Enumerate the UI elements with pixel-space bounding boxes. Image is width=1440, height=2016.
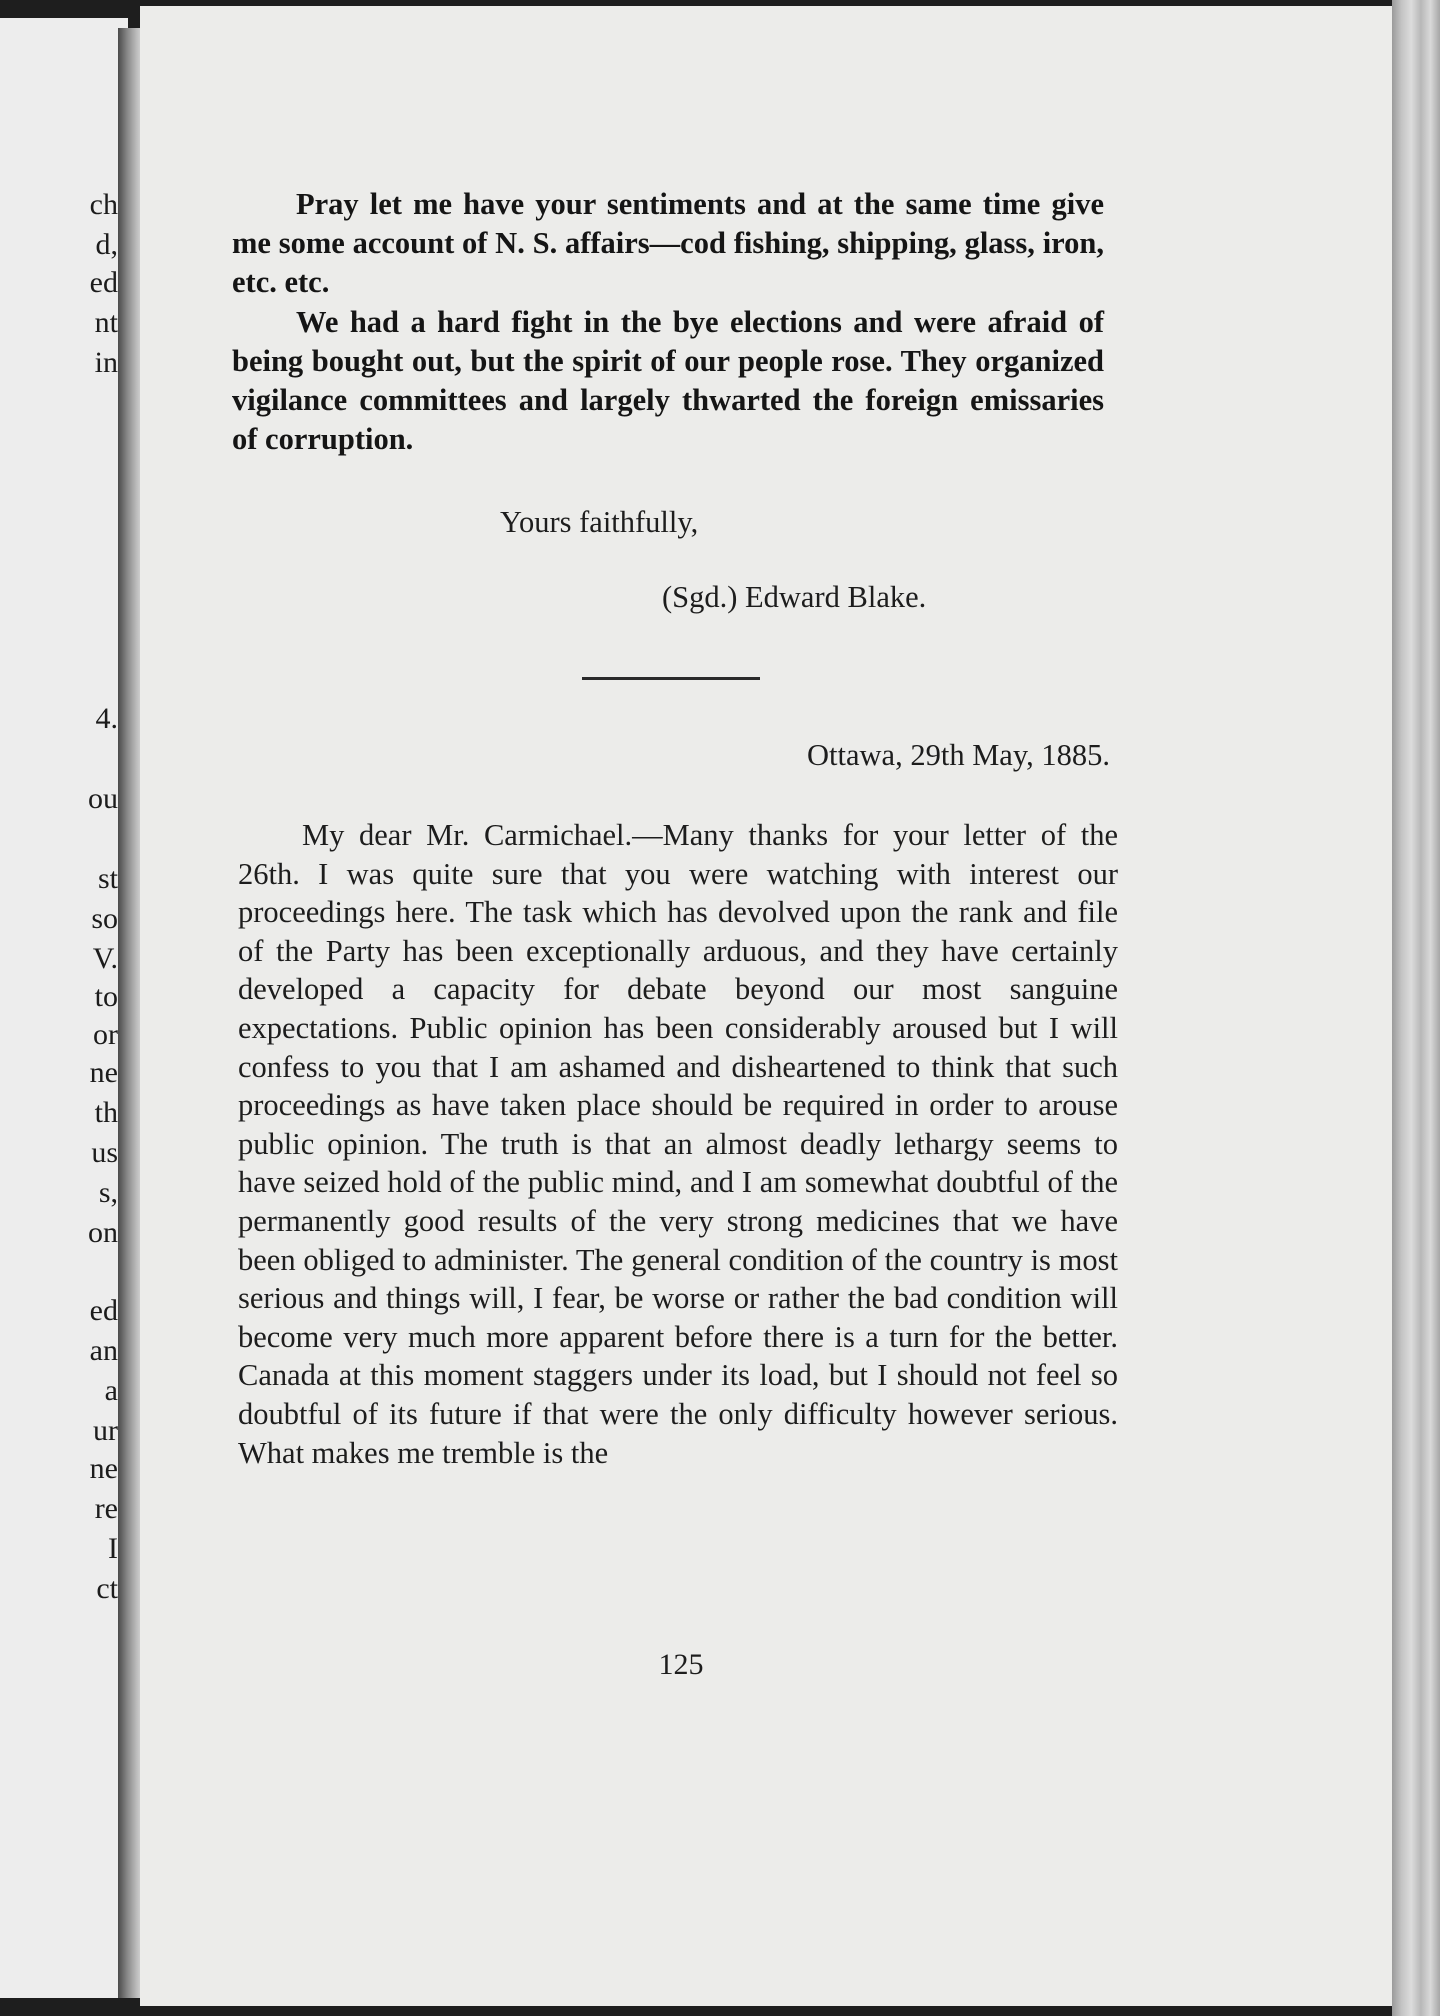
letter-2-paragraph: My dear Mr. Carmichael.—Many thanks for your letter of the 26th. I was quite sure that you were watching with interest our proceedings here. The task which has devolved upon the rank and file of the Party has been exceptionally arduous, and they have certainly developed a capacity for debate beyond our most sanguine expectations. Public opinion has been considerably aroused but I will confess to you that I am ashamed and disheartened to think that such proceedings as have taken place should be required in order to arouse public opinion. The truth is that an almost deadly lethargy seems to have seized hold of the public mind, and I am somewhat doubtful of the permanently good results of the very strong medicines that we have been obliged to administer. The general condition of the country is most serious and things will, I fear, be worse or rather the bad condition will become very much more apparent before there is a turn for the better. Canada at this moment staggers under its load, but I should not feel so doubtful of its future if that were the only difficulty however serious. What makes me tremble is the: [238, 818, 1118, 1470]
left-page-fragment: ed: [89, 1294, 118, 1327]
letter-2-body: [238, 816, 1118, 1472]
page-number: 125: [658, 1648, 704, 1681]
book-gutter: [118, 28, 142, 1998]
left-page-fragment: ne: [89, 1056, 118, 1089]
left-page-fragment: d,: [95, 228, 118, 261]
left-page-fragment: ur: [93, 1414, 118, 1447]
left-page-fragment: ou: [88, 782, 118, 815]
letter-1-closing: Yours faithfully,: [500, 505, 699, 539]
letter-2-dateline: Ottawa, 29th May, 1885.: [807, 738, 1110, 772]
left-page-fragment: ed: [89, 266, 118, 299]
left-page-fragment: to: [94, 980, 118, 1013]
letter-1-paragraph: Pray let me have your sentiments and at the same time give me some account of N. S. affairs—cod fishing, shipping, glass, iron, etc. etc.: [232, 187, 1104, 300]
left-page-fragment: 4.: [95, 702, 118, 735]
letter-1-body: [232, 185, 1104, 459]
section-divider: [582, 677, 760, 680]
page-stack-edge: [1392, 0, 1440, 2016]
left-page-fragment: us: [91, 1136, 118, 1169]
left-page-fragment: ch: [89, 188, 118, 221]
letter-1-signature: (Sgd.) Edward Blake.: [662, 580, 927, 614]
left-page-fragment: re: [94, 1492, 118, 1525]
page-number-row: [0, 1648, 1440, 1682]
left-page-fragment: a: [104, 1374, 118, 1407]
left-page-fragment: s,: [98, 1176, 118, 1209]
left-page-fragment: st: [97, 862, 118, 895]
left-page-edge: [0, 18, 128, 1998]
left-page-fragment: ct: [96, 1572, 118, 1605]
left-page-fragment: nt: [94, 306, 118, 339]
left-page-fragment: an: [89, 1334, 118, 1367]
left-page-fragment: on: [88, 1216, 118, 1249]
left-page-fragment: I: [108, 1532, 118, 1565]
left-page-fragment: th: [94, 1096, 118, 1129]
left-page-fragment: V.: [92, 942, 118, 975]
left-page-fragment: ne: [89, 1452, 118, 1485]
left-page-fragment: so: [91, 902, 118, 935]
left-page-fragment: in: [94, 346, 118, 379]
letter-1-paragraph: We had a hard fight in the bye elections and were afraid of being bought out, but the spirit of our people rose. They organized vigilance committees and largely thwarted the foreign emissaries of corruption.: [232, 304, 1104, 457]
left-page-fragment: or: [93, 1018, 118, 1051]
